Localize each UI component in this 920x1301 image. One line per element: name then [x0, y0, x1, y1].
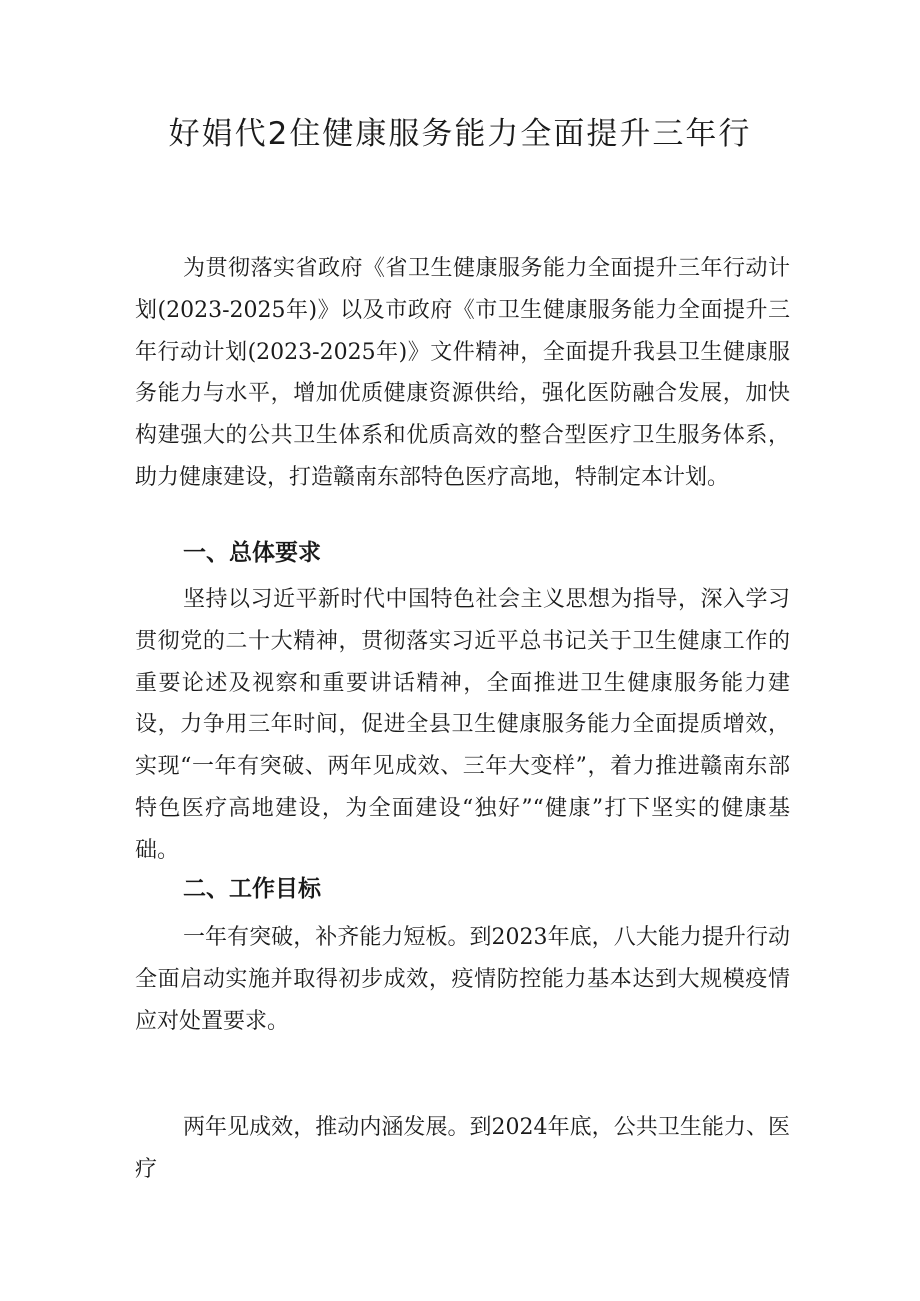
section-heading-work-goals: 二、工作目标 [183, 876, 321, 902]
intro-paragraph: 为贯彻落实省政府《省卫生健康服务能力全面提升三年行动计划(2023-2025年)》以及市政府《市卫生健康服务能力全面提升三年行动计划(2023-2025年)》文件精神，全面提升我县卫生健康服务能力与水平，增加优质健康资源供给，强化医防融合发展，加快构建强大的公共卫生体系和优质高效的整合型医疗卫生服务体系，助力健康建设，打造赣南东部特色医疗高地，特制定本计划。 [135, 256, 790, 490]
general-requirements-paragraph: 坚持以习近平新时代中国特色社会主义思想为指导，深入学习贯彻党的二十大精神，贯彻落实习近平总书记关于卫生健康工作的重要论述及视察和重要讲话精神，全面推进卫生健康服务能力建设，力争用三年时间，促进全县卫生健康服务能力全面提质增效，实现“一年有突破、两年见成效、三年大变样”，着力推进赣南东部特色医疗高地建设，为全面建设“独好”“健康”打下坚实的健康基础。 [135, 587, 790, 863]
document-title: 好娟代2住健康服务能力全面提升三年行 [168, 116, 752, 152]
section-heading-general-requirements: 一、总体要求 [183, 540, 321, 566]
goal-year-two-paragraph: 两年见成效，推动内涵发展。到2024年底，公共卫生能力、医疗 [135, 1115, 790, 1182]
goal-year-one-paragraph: 一年有突破，补齐能力短板。到2023年底，八大能力提升行动全面启动实施并取得初步成效，疫情防控能力基本达到大规模疫情应对处置要求。 [135, 925, 790, 1034]
